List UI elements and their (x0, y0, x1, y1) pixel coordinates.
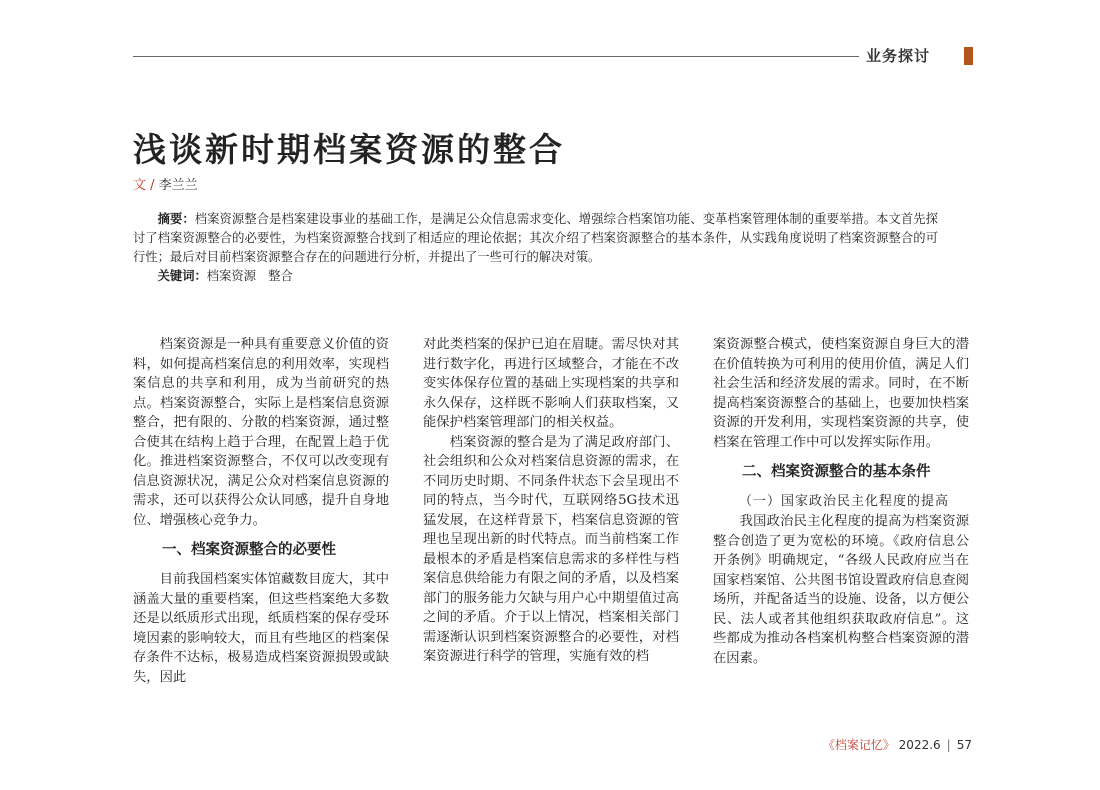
section-marker-block (964, 47, 973, 65)
keywords-label: 关键词： (157, 269, 207, 283)
abstract-text: 档案资源整合是档案建设事业的基础工作，是满足公众信息需求变化、增强综合档案馆功能、变革档案管理体制的重要举措。本文首先探讨了档案资源整合的必要性，为档案资源整合找到了相适应的理论依据；其次介绍了档案资源整合的基本条件，从实践角度说明了档案资源整合的可行性；最后对目前档案资源整合存在的问题进行分析，并提出了一些可行的解决对策。 (133, 212, 938, 264)
abstract-block (133, 210, 938, 286)
footer-separator: | (946, 738, 951, 752)
subsection-heading: （一）国家政治民主化程度的提高 (739, 494, 950, 509)
page-number: 57 (956, 738, 972, 752)
body-paragraph: 档案资源是一种具有重要意义价值的资料，如何提高档案信息的利用效率，实现档案信息的共享和利用，成为当前研究的热点。档案资源整合，实际上是档案信息资源整合，把有限的、分散的档案资源，通过整合使其在结构上趋于合理，在配置上趋于优化。推进档案资源整合，不仅可以改变现有信息资源状况，满足公众对档案信息资源的需求，还可以获得公众认同感，提升自身地位、增强核心竞争力。 (133, 337, 389, 528)
section-heading-1: 一、档案资源整合的必要性 (162, 542, 336, 558)
article-title: 浅谈新时期档案资源的整合 (133, 130, 565, 169)
body-paragraph: 我国政治民主化程度的提高为档案资源整合创造了更为宽松的环境。《政府信息公开条例》明确规定，“各级人民政府应当在国家档案馆、公共图书馆设置政府信息查阅场所，并配备适当的设施、设备，以方便公民、法人或者其他组织获取政府信息”。这些都成为推动各档案机构整合档案资源的潜在因素。 (713, 514, 969, 666)
header-rule (133, 56, 859, 57)
body-paragraph: 案资源整合模式，使档案资源自身巨大的潜在价值转换为可利用的使用价值，满足人们社会生活和经济发展的需求。同时，在不断提高档案资源整合的基础上，也要加快档案资源的开发利用，实现档案资源的共享，使档案在管理工作中可以发挥实际作用。 (713, 337, 969, 450)
keywords-line (133, 267, 938, 286)
body-paragraph: 目前我国档案实体馆藏数目庞大，其中涵盖大量的重要档案，但这些档案绝大多数还是以纸质形式出现，纸质档案的保存受环境因素的影响较大，而且有些地区的档案保存条件不达标，极易造成档案资源损毁或缺失，因此 (133, 572, 389, 685)
journal-name: 《档案记忆》 (822, 738, 895, 752)
byline-prefix: 文 / (133, 178, 155, 193)
body-column-3 (713, 335, 969, 668)
section-heading-2: 二、档案资源整合的基本条件 (742, 464, 931, 480)
body-paragraph: 档案资源的整合是为了满足政府部门、社会组织和公众对档案信息资源的需求，在不同历史时期、不同条件状态下会呈现出不同的特点，当今时代，互联网络5G技术迅猛发展，在这样背景下，档案信息资源的管理也呈现出新的时代特点。而当前档案工作最根本的矛盾是档案信息需求的多样性与档案信息供给能力有限之间的矛盾，以及档案部门的服务能力欠缺与用户心中期望值过高之间的矛盾。介于以上情况，档案相关部门需逐渐认识到档案资源整合的必要性，对档案资源进行科学的管理，实施有效的档 (423, 434, 679, 664)
abstract-paragraph (133, 210, 938, 267)
body-column-2 (423, 335, 679, 667)
section-tag: 业务探讨 (866, 47, 931, 65)
byline (133, 174, 198, 193)
issue-number: 2022.6 (898, 738, 941, 752)
body-column-1 (133, 335, 389, 687)
keywords-text: 档案资源 整合 (206, 269, 293, 283)
author-name: 李兰兰 (158, 178, 198, 193)
body-paragraph: 对此类档案的保护已迫在眉睫。需尽快对其进行数字化，再进行区域整合，才能在不改变实体保存位置的基础上实现档案的共享和永久保存，这样既不影响人们获取档案，又能保护档案管理部门的相关权益。 (423, 337, 679, 430)
page-footer (823, 736, 972, 753)
abstract-label: 摘要： (157, 212, 195, 226)
